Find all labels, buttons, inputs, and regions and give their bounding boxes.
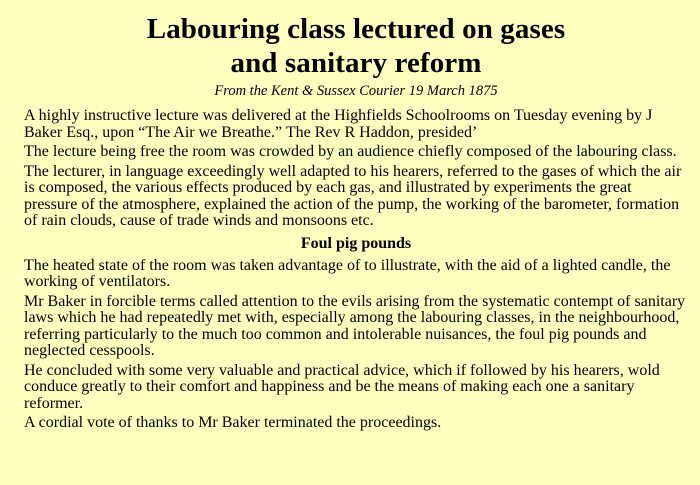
paragraph-closing: A cordial vote of thanks to Mr Baker terminated the proceedings. xyxy=(24,414,442,431)
paragraph-advice: He concluded with some very valuable and practical advice, which if followed by his hearers, wold conduce greatly to their comfort and happiness and be the means of making each one a sanitary reformer. xyxy=(24,361,660,412)
paragraph-sanitary-laws: Mr Baker in forcible terms called attention to the evils arising from the systematic contempt of sanitary laws which he had repeatedly met with, especially among the labouring classes, in the neighbourhood, referring particularly to the much too common and intolerable nuisances, the foul pig pounds and neglected cesspools. xyxy=(24,292,686,359)
headline xyxy=(24,0,688,80)
source-citation: From the Kent & Sussex Courier 19 March 1875 xyxy=(214,83,498,99)
headline-line-2: and sanitary reform xyxy=(230,47,482,79)
paragraph-intro: A highly instructive lecture was delivered at the Highfields Schoolrooms on Tuesday evening by J Baker Esq., upon “The Air we Breathe.” The Rev R Haddon, presided’ xyxy=(24,107,653,141)
paragraph-ventilators: The heated state of the room was taken advantage of to illustrate, with the aid of a lighted candle, the working of ventilators. xyxy=(24,256,671,290)
paragraph-lecture-content: The lecturer, in language exceedingly well adapted to his hearers, referred to the gases of which the air is composed, the various effects produced by each gas, and illustrated by experiments the great pressure of the atmosphere, explained the action of the pump, the working of the barometer, formation of rain clouds, cause of trade winds and monsoons etc. xyxy=(24,162,682,229)
paragraph-audience: The lecture being free the room was crowded by an audience chiefly composed of the labouring class. xyxy=(24,143,677,160)
headline-line-1: Labouring class lectured on gases xyxy=(146,13,566,45)
subheading: Foul pig pounds xyxy=(300,234,412,252)
